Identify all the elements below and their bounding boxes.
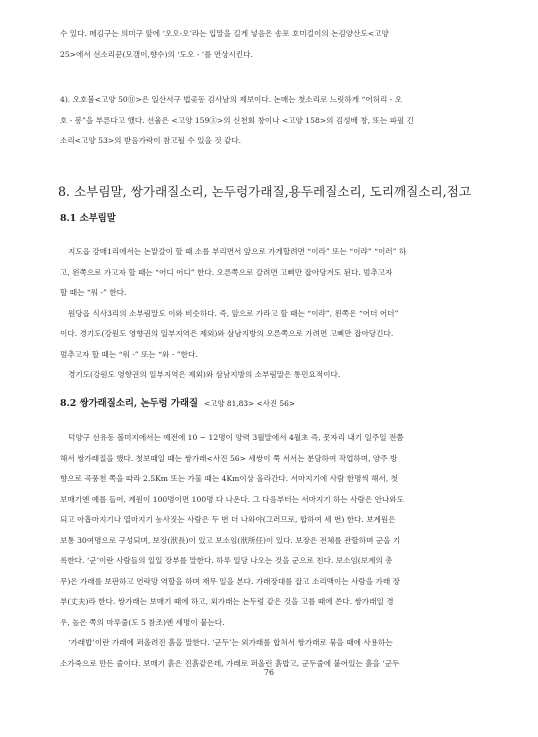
text-line: ‘가래밥’이란 가래에 퍼올려진 흙을 말한다. ‘군두’는 외가래를 합쳐서 쌍가래로 묶을 때에 사용하는 bbox=[68, 638, 393, 647]
text-line: 무)은 가래를 보판하고 연락망 역할을 하며 재무 일을 본다. 가래장대를 잡고 소리맥이는 사람을 가래 장 bbox=[60, 576, 400, 586]
text-line: 이다. 경기도(강원도 영향권의 일부지역은 제외)와 삼남지방의 오른쪽으로 가려면 고삐만 잡아당긴다. bbox=[60, 329, 394, 338]
text-line: 25>에서 선소리꾼(모갬이,향수)의 ‘도오 - ’를 연상시킨다. bbox=[60, 49, 253, 59]
text-line: 할 때는 “워 -” 한다. bbox=[60, 288, 127, 297]
text-line: 멈추고자 할 때는 “워 -” 또는 “와 - ”한다. bbox=[60, 349, 198, 359]
section-title: 8. 소부림말, 쌍가래질소리, 논두렁가래질,용두레질소리, 도리깨질소리,점고 bbox=[58, 184, 472, 199]
text-line: 록한다. ‘군’이란 사람들의 일일 장부를 말한다. 하루 일당 나오는 것을 군으로 친다. 보소임(보계의 총 bbox=[60, 556, 393, 565]
top-paragraph bbox=[60, 24, 492, 65]
text-line: 덕양구 선유동 볼미지에서는 예전에 10 ~ 12명이 양력 3월말에서 4월초 즉, 못자리 내기 일주일 전쯤 bbox=[68, 433, 404, 442]
text-line: 되고 아홉마지기나 열마지기 농사짓는 사람은 두 번 더 나와야(그러므로, 합하여 세 번) 한다. 보계원은 bbox=[60, 515, 396, 524]
subsection-8-1-body bbox=[60, 242, 492, 386]
subsection-title-8-1: 8.1 소부림말 bbox=[60, 213, 116, 224]
text-line: 해서 쌍가래질을 했다. 첫보때일 때는 쌍가래<사진 56> 세쌍이 쭉 서서는 분담하여 작업하며, 양주 방 bbox=[60, 453, 398, 463]
subsection-8-2-body bbox=[60, 428, 492, 674]
footnote-4 bbox=[60, 90, 492, 152]
text-line: 수 있다. 메김구는 의미구 앞에 ‘오오-오’라는 입말을 길게 넣음은 송포 호미걸이의 논김양산도<고양 bbox=[60, 29, 389, 38]
text-line: 향으로 곡풍천 쪽을 따라 2.5Km 또는 가물 때는 4Km이상 올라간다. 서마지기에 사람 한명씩 해서, 첫 bbox=[60, 474, 399, 483]
text-line: 지도읍 강매1리에서는 논맡갈이 할 때 소를 부리면서 앞으로 가게할려면 “이라” 또는 “이랴” “이러” 하 bbox=[68, 247, 407, 256]
text-line: 소가죽으로 만든 줄이다. 보매기 흙은 진흙같은데, 가래로 퍼올린 흙밥고, 군두줄에 붙어있는 흙을 ‘군두 bbox=[60, 658, 400, 668]
text-line: 4). 오호불<고양 50⑪>은 일산서구 법곶동 김사남의 제보이다. 논매는 첫소리로 느릿하게 “어허리 - 오 bbox=[60, 95, 403, 104]
text-line: 보매기엔 예를 들어, 계원이 100명이면 100명 다 나온다. 그 다음부터는 서마지기 하는 사람은 안나와도 bbox=[60, 494, 404, 504]
text-line: 보통 30여명으로 구성되며, 보장(洑長)이 있고 보소임(洑所任)이 있다. 보장은 전체를 관할하며 군을 기 bbox=[60, 535, 401, 545]
text-line: 우, 높은 쪽의 마루줄(도 5 참조)엔 세명이 붙는다. bbox=[60, 617, 225, 627]
subsection-reference: <고양 81,83> <사진 56> bbox=[204, 399, 295, 408]
text-line: 호 - 봉”을 부른다고 했다. 선율은 <고양 159③>의 신천회 창이나 <고양 158>의 김성배 창, 또는 파필 긴 bbox=[60, 115, 414, 125]
page-number: 76 bbox=[263, 668, 275, 677]
subsection-title-8-2 bbox=[60, 397, 295, 411]
text-line: 소리<고양 53>의 받음가락이 참고될 수 있을 것 같다. bbox=[60, 136, 242, 145]
text-line: 원당읍 식사3리의 소부림말도 이와 비슷하다. 즉, 앞으로 가라고 할 때는 “이랴”, 왼쪽은 “어더 어더” bbox=[68, 308, 399, 318]
text-line: 경기도(강원도 영향권의 일부지역은 제외)와 삼남지방의 소부림말은 통민요적이다. bbox=[68, 370, 341, 379]
text-line: 고, 왼쪽으로 가고자 할 때는 “어디 어디” 한다. 오른쪽으로 갈려면 고삐만 잡아당겨도 된다. 멈추고자 bbox=[60, 267, 393, 277]
text-line: 부(丈夫)라 한다. 쌍가래는 보매기 때에 하고, 외가래는 논두렁 같은 것을 고를 때에 쓴다. 쌍가래일 경 bbox=[60, 597, 394, 606]
subsection-title-text: 8.2 쌍가래질소리, 논두렁 가래질 bbox=[60, 398, 199, 409]
